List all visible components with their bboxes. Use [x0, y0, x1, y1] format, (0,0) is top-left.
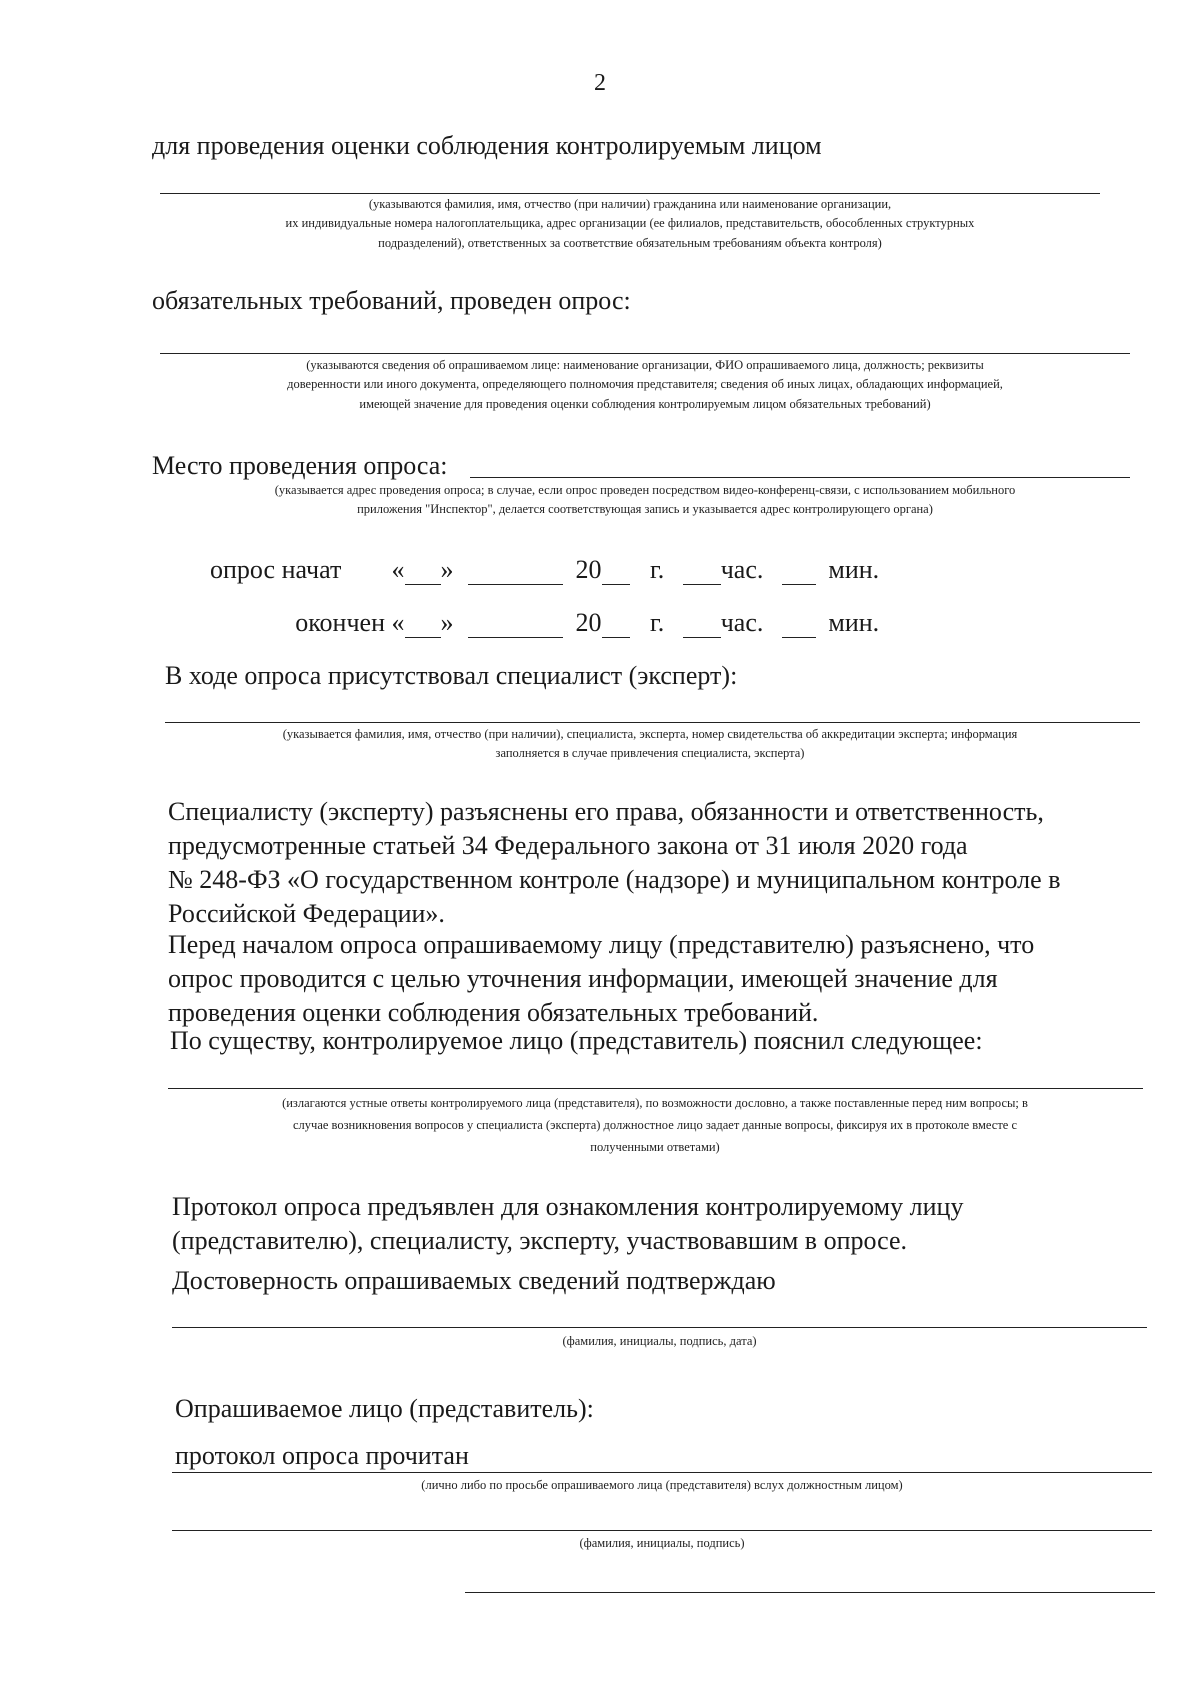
- respondent-field[interactable]: [160, 353, 1130, 354]
- year-field[interactable]: [602, 560, 630, 585]
- confirm-signature-field[interactable]: [172, 1327, 1147, 1328]
- note-signature: (фамилия, инициалы, подпись): [579, 1536, 745, 1550]
- paragraph-rights: Специалисту (эксперту) разъяснены его права, обязанности и ответственность, предусмотренные статьей 34 Федерального закона от 31 июля 2020 года № 248-ФЗ «О государственном контроле (надзоре) и муниципальном контроле в Российской Федерации».: [168, 797, 1061, 928]
- answers-field[interactable]: [168, 1088, 1143, 1089]
- day-field[interactable]: [405, 613, 441, 638]
- year-field[interactable]: [602, 613, 630, 638]
- official-signature-field[interactable]: [465, 1592, 1155, 1593]
- specialist-line: В ходе опроса присутствовал специалист (эксперт):: [165, 661, 738, 690]
- page-number: 2: [594, 70, 606, 96]
- minute-field[interactable]: [782, 560, 816, 585]
- controlled-person-field[interactable]: [160, 193, 1100, 194]
- explained-line: По существу, контролируемое лицо (представитель) пояснил следующее:: [170, 1026, 983, 1055]
- specialist-field[interactable]: [165, 722, 1140, 723]
- note-controlled-person: (указываются фамилия, имя, отчество (при наличии) гражданина или наименование организации, их индивидуальные номера налогоплательщика, адрес организации (ее филиалов, представительств, обособленных структурных подразделений), ответственных за соответствие обязательным требованиям объекта контроля): [285, 197, 975, 250]
- place-field[interactable]: [470, 477, 1130, 478]
- note-read: (лично либо по просьбе опрашиваемого лица (представителя) вслух должностным лицом): [421, 1478, 903, 1492]
- note-confirm: (фамилия, инициалы, подпись, дата): [562, 1334, 757, 1348]
- day-field[interactable]: [405, 560, 441, 585]
- note-specialist: (указывается фамилия, имя, отчество (при наличии), специалиста, эксперта, номер свидетельства об аккредитации эксперта; информация заполняется в случае привлечения специалиста, эксперта): [282, 727, 1018, 761]
- read-field[interactable]: [172, 1472, 1152, 1473]
- confirm-line: Достоверность опрашиваемых сведений подтверждаю: [172, 1266, 776, 1295]
- time-label: опрос начат: [210, 555, 342, 584]
- intro-line: для проведения оценки соблюдения контролируемым лицом: [152, 131, 822, 160]
- signature-field[interactable]: [172, 1530, 1152, 1531]
- respondent-label: Опрашиваемое лицо (представитель):: [175, 1394, 594, 1423]
- month-field[interactable]: [468, 560, 563, 585]
- minute-field[interactable]: [782, 613, 816, 638]
- time-row-end: окончен « » 20 г. час. мин.: [210, 608, 879, 638]
- read-line: протокол опроса прочитан: [175, 1441, 469, 1470]
- requirements-line: обязательных требований, проведен опрос:: [152, 286, 631, 315]
- note-place: (указывается адрес проведения опроса; в случае, если опрос проведен посредством видео-конференц-связи, с использованием мобильного приложения "Инспектор", делается соответствующая запись и указывается адрес контролирующего органа): [274, 483, 1016, 517]
- note-answers: (излагаются устные ответы контролируемого лица (представителя), по возможности дословно, а также поставленные перед ним вопросы; в случае возникновения вопросов у специалиста (эксперта) должностное лицо задает данные вопросы, фиксируя их в протоколе вместе с полученными ответами): [282, 1096, 1028, 1154]
- note-respondent: (указываются сведения об опрашиваемом лице: наименование организации, ФИО опрашиваемого лица, должность; реквизиты доверенности или иного документа, определяющего полномочия представителя; сведения об иных лицах, обладающих информацией, имеющей значение для проведения оценки соблюдения контролируемым лицом обязательных требований): [287, 358, 1003, 411]
- paragraph-presented: Протокол опроса предъявлен для ознакомления контролируемому лицу (представителю), специалисту, эксперту, участвовавшим в опросе.: [172, 1192, 964, 1255]
- time-row-start: опрос начат « » 20 г. час. мин.: [210, 555, 880, 584]
- place-label: Место проведения опроса:: [152, 451, 448, 480]
- time-label: окончен: [295, 608, 385, 637]
- month-field[interactable]: [468, 613, 563, 638]
- paragraph-purpose: Перед началом опроса опрашиваемому лицу (представителю) разъяснено, что опрос проводится с целью уточнения информации, имеющей значение для проведения оценки соблюдения обязательных требований.: [168, 930, 1035, 1027]
- hour-field[interactable]: [683, 560, 721, 585]
- hour-field[interactable]: [683, 613, 721, 638]
